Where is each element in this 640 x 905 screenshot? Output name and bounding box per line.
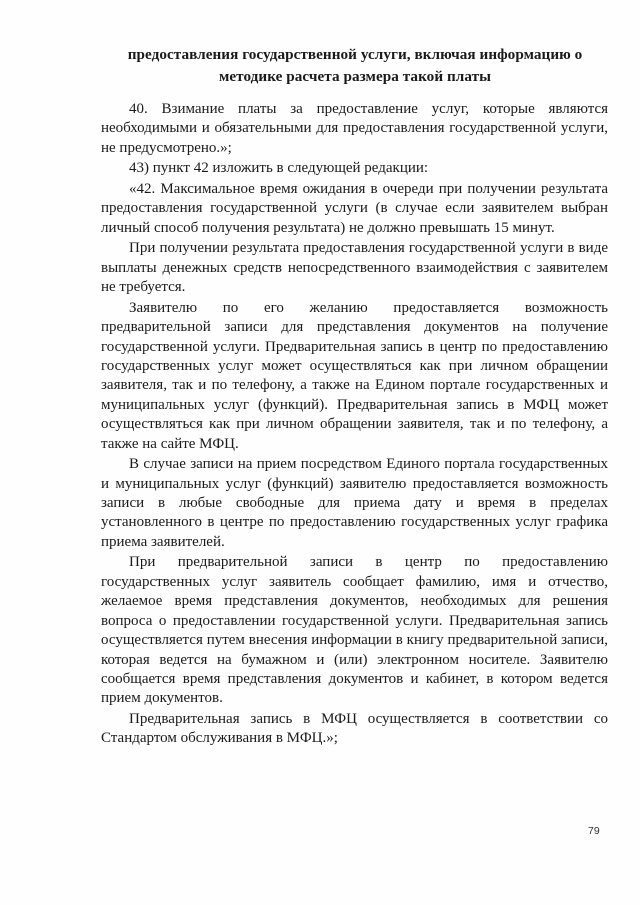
paragraph-center-registration: При предварительной записи в центр по предоставлению государственных услуг заявитель сообщает фамилию, имя и отчество, желаемое время представления документов, необходимых для решения вопроса о предоставлении государственной услуги. Предварительная запись осуществляется путем внесения информации в книгу предварительной записи, которая ведется на бумажном и (или) электронном носителе. Заявителю сообщается время представления документов и кабинет, в котором ведется прием документов.: [101, 554, 608, 707]
paragraph-mfc-standard: Предварительная запись в МФЦ осуществляется в соответствии со Стандартом обслуживания в МФЦ.»;: [101, 710, 608, 747]
section-heading: предоставления государственной услуги, включая информацию о методике расчета размера такой платы: [127, 46, 583, 85]
page-number: 79: [588, 825, 600, 837]
paragraph-item-43: 43) пункт 42 изложить в следующей редакции:: [129, 160, 429, 177]
paragraph-preregistration: Заявителю по его желанию предоставляется возможность предварительной записи для представления документов на получение государственной услуги. Предварительная запись в центр по предоставлению государственных услуг может осуществляться как при личном обращении заявителя, так и по телефону, а также на Едином портале государственных и муниципальных услуг (функций). Предварительная запись в МФЦ может осуществляться как при личном обращении заявителя, так и по телефону, а также на сайте МФЦ.: [101, 299, 608, 452]
document-body: [101, 100, 608, 749]
paragraph-40: 40. Взимание платы за предоставление услуг, которые являются необходимыми и обязательными для предоставления государственной услуги, не предусмотрено.»;: [101, 101, 608, 156]
paragraph-portal-registration: В случае записи на прием посредством Единого портала государственных и муниципальных услуг (функций) заявителю предоставляется возможность записи в любые свободные для приема дату и время в пределах установленного в центре по предоставлению государственных услуг графика приема заявителей.: [101, 456, 608, 550]
paragraph-42: «42. Максимальное время ожидания в очереди при получении результата предоставления государственной услуги (в случае если заявителем выбран личный способ получения результата) не должно превышать 15 минут.: [101, 181, 608, 236]
paragraph-result-payment: При получении результата предоставления государственной услуги в виде выплаты денежных средств непосредственного взаимодействия с заявителем не требуется.: [101, 240, 608, 296]
